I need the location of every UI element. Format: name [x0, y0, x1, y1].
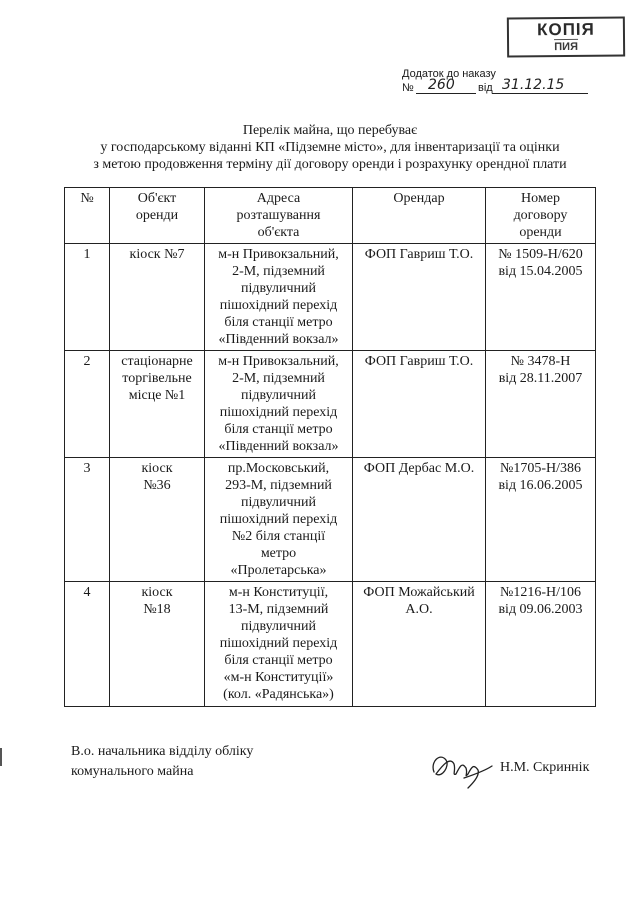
row-object-line: кіоск	[141, 461, 173, 476]
header-object-line: оренди	[135, 208, 179, 223]
annex-date-label: від	[478, 82, 493, 94]
table-row	[65, 244, 596, 351]
row-address-line: м-н Привокзальний,	[218, 247, 339, 262]
heading-line-1: Перелік майна, що перебуває	[242, 123, 418, 138]
row-object-line: №18	[143, 602, 171, 617]
row-contract-line: від 28.11.2007	[498, 371, 583, 386]
row-address-line: пр.Московський,	[227, 461, 330, 476]
signer-name: Н.М. Скриннік	[500, 760, 590, 775]
row-object-line: стаціонарне	[121, 354, 193, 369]
header-address-line: розташування	[236, 208, 321, 223]
copy-stamp	[507, 16, 625, 57]
row-object-line: №36	[143, 478, 171, 493]
header-number	[65, 188, 110, 244]
row-address-line: 293-М, підземний	[225, 478, 332, 493]
header-contract-line: Номер	[521, 191, 560, 206]
row-contract-line: від 09.06.2003	[498, 602, 583, 617]
row-number: 3	[65, 458, 110, 582]
row-address	[205, 244, 353, 351]
row-address-line: (кол. «Радянська»)	[223, 687, 334, 702]
row-address-line: 13-М, підземний	[228, 602, 329, 617]
header-address-line: об'єкта	[257, 225, 300, 240]
row-address-line: метро	[260, 546, 297, 561]
row-address-line: пішохідний перехід	[219, 405, 338, 420]
header-contract	[486, 188, 596, 244]
row-contract-line: № 1509-Н/620	[498, 247, 583, 262]
table-header-row	[65, 188, 596, 244]
annex-number-label: №	[402, 82, 414, 94]
property-table	[64, 187, 596, 707]
annex-date-value: 31.12.15	[502, 77, 565, 93]
table-row	[65, 351, 596, 458]
row-number: 4	[65, 582, 110, 707]
row-address-line: підвуличний	[240, 619, 317, 634]
stamp-line-1: КОПІЯ	[536, 19, 595, 40]
row-address-line: біля станції метро	[224, 653, 333, 668]
row-tenant: ФОП Гавриш Т.О.	[353, 351, 486, 458]
row-address-line: «м-н Конституції»	[223, 670, 334, 685]
row-address-line: «Південний вокзал»	[218, 439, 339, 454]
row-object-line: кіоск	[141, 585, 173, 600]
annex-reference	[402, 78, 588, 96]
row-address-line: 2-М, підземний	[232, 264, 325, 279]
row-address-line: пішохідний перехід	[219, 636, 338, 651]
row-address-line: біля станції метро	[224, 315, 333, 330]
table-row	[65, 458, 596, 582]
header-contract-line: оренди	[519, 225, 562, 240]
annex-number-value: 260	[428, 77, 455, 93]
row-address-line: м-н Конституції,	[228, 585, 329, 600]
row-object	[110, 351, 205, 458]
row-address-line: №2 біля станції	[231, 529, 326, 544]
row-address-line: біля станції метро	[224, 422, 333, 437]
heading-line-3: з метою продовження терміну дії договору оренди і розрахунку орендної плати	[93, 157, 567, 172]
header-tenant-text: Орендар	[393, 191, 445, 206]
row-tenant: ФОП Дербас М.О.	[353, 458, 486, 582]
stamp-line-2: ПИЯ	[554, 40, 578, 54]
row-number: 2	[65, 351, 110, 458]
header-object	[110, 188, 205, 244]
header-object-line: Об'єкт	[137, 191, 177, 206]
header-contract-line: договору	[513, 208, 568, 223]
row-address-line: підвуличний	[240, 281, 317, 296]
signatory-position-line-2: комунального майна	[71, 764, 194, 779]
row-address-line: 2-М, підземний	[232, 371, 325, 386]
row-address-line: «Південний вокзал»	[218, 332, 339, 347]
row-address-line: м-н Привокзальний,	[218, 354, 339, 369]
row-number: 1	[65, 244, 110, 351]
handwritten-signature	[428, 744, 494, 790]
row-address-line: підвуличний	[240, 388, 317, 403]
annex-date-underline	[492, 93, 588, 94]
row-tenant: ФОП Гавриш Т.О.	[353, 244, 486, 351]
scan-margin-mark	[0, 748, 2, 766]
row-contract	[486, 351, 596, 458]
row-address-line: «Пролетарська»	[230, 563, 327, 578]
header-number-text: №	[80, 191, 94, 206]
row-address-line: пішохідний перехід	[219, 298, 338, 313]
annex-title: Додаток до наказу	[402, 68, 496, 80]
row-contract-line: від 15.04.2005	[498, 264, 583, 279]
signatory-position	[71, 742, 253, 782]
row-object	[110, 458, 205, 582]
row-contract-line: від 16.06.2005	[498, 478, 583, 493]
row-address-line: пішохідний перехід	[219, 512, 338, 527]
row-contract-line: №1216-Н/106	[499, 585, 582, 600]
row-address	[205, 458, 353, 582]
table-row	[65, 582, 596, 707]
row-object-line: місце №1	[128, 388, 186, 403]
row-contract-line: №1705-Н/386	[499, 461, 582, 476]
row-contract	[486, 244, 596, 351]
row-address-line: підвуличний	[240, 495, 317, 510]
row-address	[205, 582, 353, 707]
signatory-position-line-1: В.о. начальника відділу обліку	[71, 744, 254, 759]
row-object-line: торгівельне	[122, 371, 192, 386]
row-address	[205, 351, 353, 458]
row-contract	[486, 458, 596, 582]
annex-number-underline	[416, 93, 476, 94]
row-object	[110, 582, 205, 707]
row-contract-line: № 3478-Н	[510, 354, 571, 369]
row-object	[110, 244, 205, 351]
row-tenant: ФОП Можайський А.О.	[353, 582, 486, 707]
row-contract	[486, 582, 596, 707]
heading-line-2: у господарському віданні КП «Підземне місто», для інвентаризації та оцінки	[100, 140, 560, 155]
header-address-line: Адреса	[256, 191, 301, 206]
header-address	[205, 188, 353, 244]
row-object-line: кіоск №7	[129, 247, 185, 262]
header-tenant	[353, 188, 486, 244]
